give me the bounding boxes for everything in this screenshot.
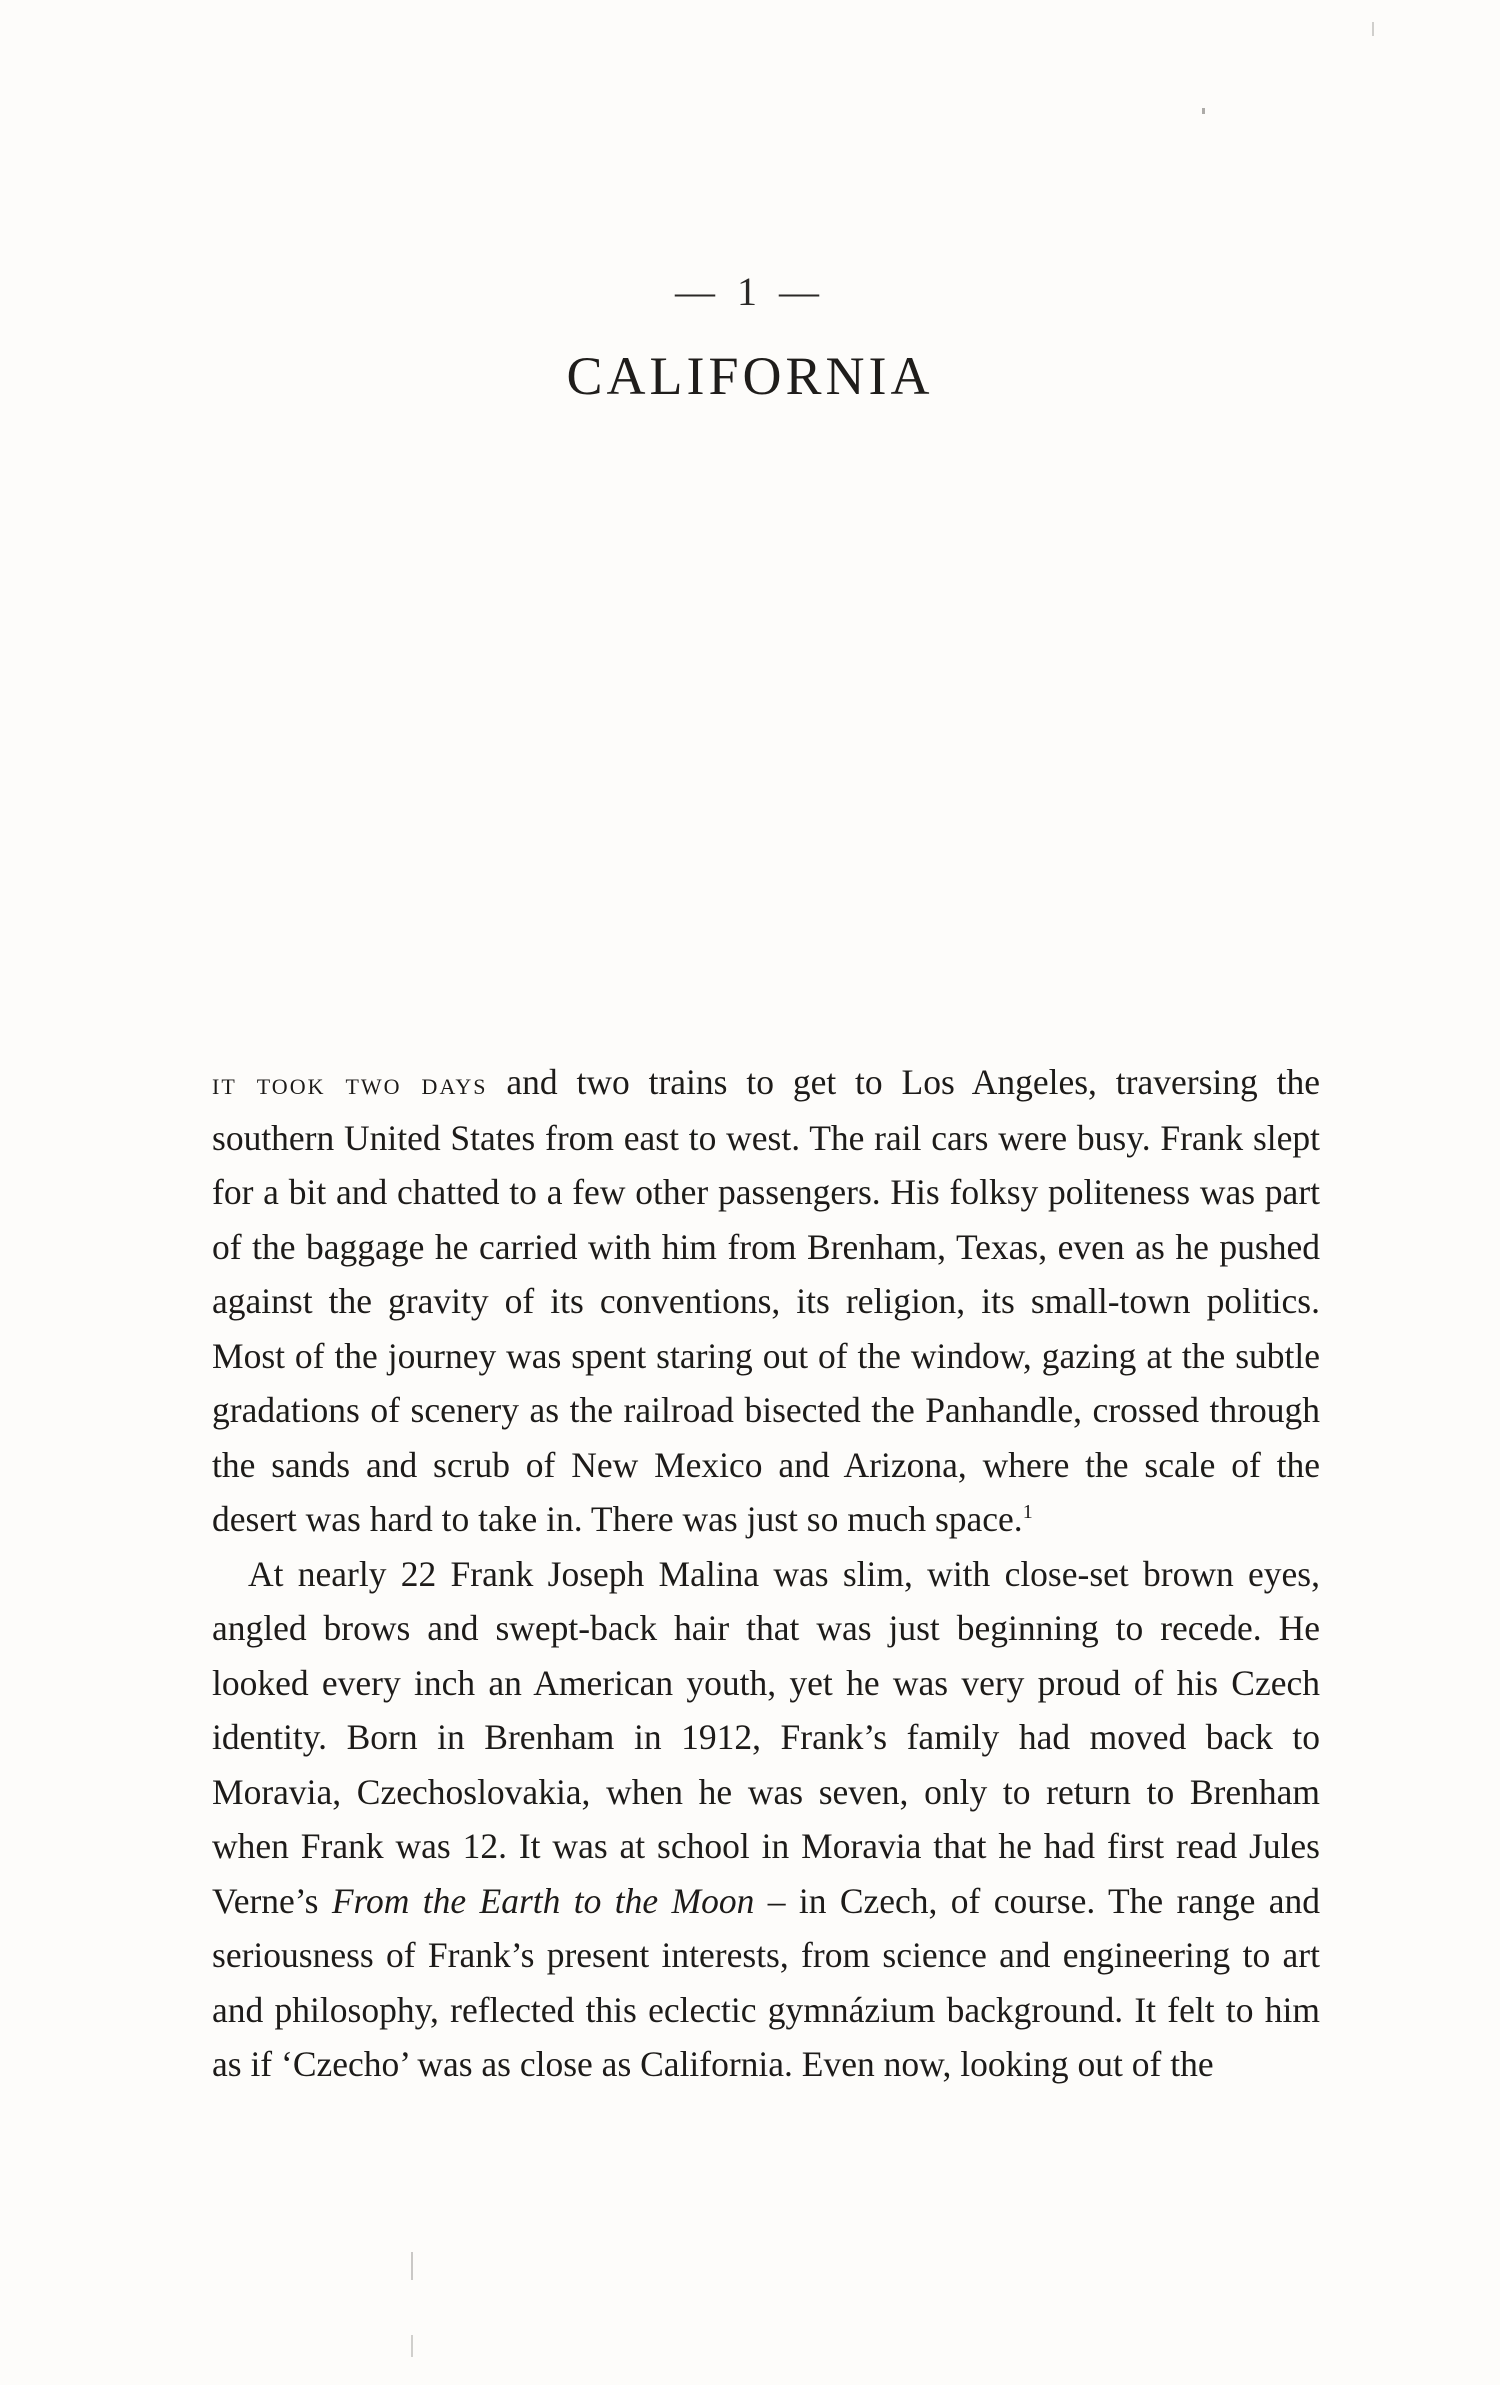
- scan-speck: [411, 2335, 413, 2357]
- opening-small-caps: it took two days: [212, 1065, 488, 1101]
- paragraph-2: [212, 1547, 1320, 2092]
- scan-speck: [411, 2252, 413, 2280]
- body-text: [212, 1055, 1320, 2092]
- scan-speck: [1202, 108, 1205, 114]
- footnote-marker: 1: [1022, 1501, 1033, 1524]
- scan-speck: [1372, 22, 1374, 36]
- paragraph-2-text-start: At nearly 22 Frank Joseph Malina was slim, with close-set brown eyes, angled brows and swept-back hair that was just beginning to recede. He looked every inch an American youth, yet he was very proud of his Czech identity. Born in Brenham in 1912, Frank’s family had moved back to Moravia, Czechoslovakia, when he was seven, only to return to Brenham when Frank was 12. It was at school in Moravia that he had first read Jules Verne’s: [212, 1553, 1320, 1921]
- paragraph-1: [212, 1055, 1320, 1547]
- paragraph-1-text: and two trains to get to Los Angeles, traversing the southern United States from east to west. The rail cars were busy. Frank slept for a bit and chatted to a few other passengers. His folksy politeness was part of the baggage he carried with him from Brenham, Texas, even as he pushed against the gravity of its conventions, its religion, its small-town politics. Most of the journey was spent staring out of the window, gazing at the subtle gradations of scenery as the railroad bisected the Panhandle, crossed through the sands and scrub of New Mexico and Arizona, where the scale of the desert was hard to take in. There was just so much space.: [212, 1062, 1320, 1539]
- paragraph-2-text-end: – in Czech, of course. The range and seriousness of Frank’s present interests, from science and engineering to art and philosophy, reflected this eclectic gymnázium background. It felt to him as if ‘Czecho’ was as close as California. Even now, looking out of the: [212, 1880, 1320, 2084]
- chapter-number: — 1 —: [675, 269, 825, 314]
- book-title: From the Earth to the Moon: [331, 1880, 755, 1921]
- chapter-title: CALIFORNIA: [566, 346, 934, 406]
